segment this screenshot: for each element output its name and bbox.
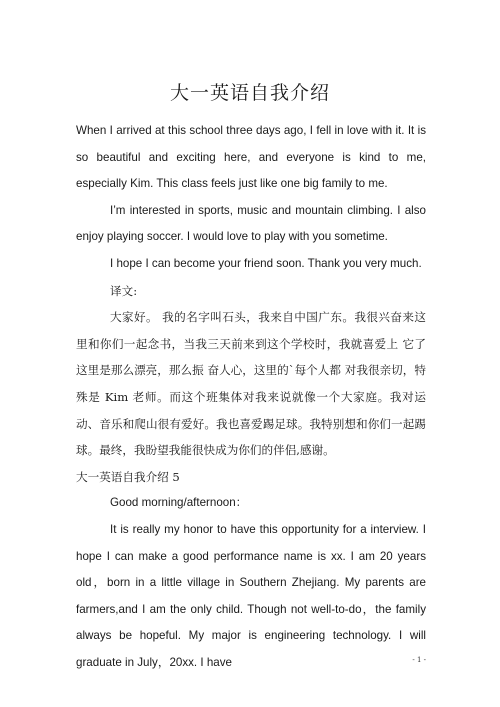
page-number: - 1 - [412, 656, 426, 664]
paragraph-interview: It is really my honor to have this opportunity for a interview. I hope I can make a good performance name is xx. I am 20 years old，born in a little village in Southern Zhejiang. My parents are farmers,and I am the only child. Though not well-to-do，the family always be hopeful. My major is engineering technology. I will graduate in July，20xx. I have [76, 522, 426, 669]
paragraph-translation: 大家好。 我的名字叫石头，我来自中国广东。我很兴奋来这里和你们一起念书，当我三天前来到这个学校时，我就喜爱上 它了这里是那么漂亮，那么振 奋人心，这里的`每个人都 对我很亲切，特殊是 Kim 老师。而这个班集体对我来说就像一个大家庭。我对运动、音乐和爬山很有爱好。我也喜爱踢足球。我特别想和你们一起踢球。最终，我盼望我能很快成为你们的伴侣,感谢。 [76, 310, 426, 458]
page-title: 大一英语自我介绍 [169, 82, 330, 104]
paragraph-greeting: Good morning/afternoon： [110, 496, 248, 510]
document-body [76, 118, 426, 676]
paragraph-closing: I hope I can become your friend soon. Thank you very much. [110, 256, 422, 270]
paragraph-interests: I’m interested in sports, music and mountain climbing. I also enjoy playing soccer. I would love to play with you sometime. [76, 203, 426, 244]
paragraph-intro: When I arrived at this school three days ago, I fell in love with it. It is so beautiful and exciting here, and everyone is kind to me, especially Kim. This class feels just like one big family to me. [76, 124, 426, 191]
section-heading: 大一英语自我介绍 5 [76, 469, 180, 484]
translation-label: 译文: [110, 283, 138, 298]
